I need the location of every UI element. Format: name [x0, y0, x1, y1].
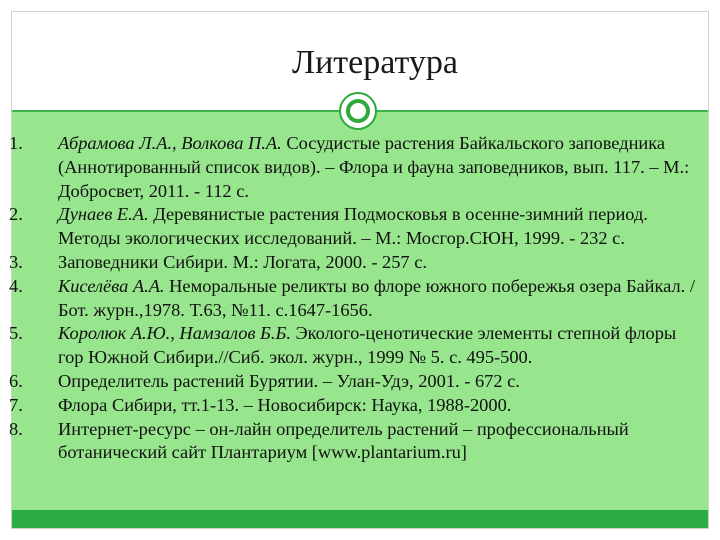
reference-text: Флора Сибири, тт.1-13. – Новосибирск: Наука, 1988-2000.: [58, 394, 512, 415]
reference-list: [0, 132, 700, 465]
reference-number: 4.: [9, 275, 23, 296]
reference-number: 6.: [9, 370, 23, 391]
reference-authors: Абрамова Л.А., Волкова П.А.: [58, 133, 282, 153]
reference-number: 7.: [9, 394, 23, 415]
reference-number: 3.: [9, 251, 23, 272]
reference-number: 2.: [9, 204, 23, 225]
slide-title: Литература: [292, 44, 458, 81]
reference-text: Сосудистые растения Байкальского заповедника (Аннотированный список видов). – Флора и фауна заповедников, вып. 117. – М.: Добросвет, 2011. - 112 с.: [58, 133, 690, 201]
reference-item: [0, 275, 700, 323]
reference-item: [0, 370, 700, 394]
reference-text: Заповедники Сибири. М.: Логата, 2000. - 257 с.: [58, 251, 427, 272]
reference-item: [0, 203, 700, 251]
circle-emblem-icon: [339, 92, 377, 130]
bottom-bar: [12, 510, 708, 528]
reference-authors: Дунаев Е.А.: [58, 204, 149, 225]
reference-item: [0, 322, 700, 370]
reference-text: Эколого-ценотические элементы степной флоры гор Южной Сибири.//Сиб. экол. журн., 1999 № 5. с. 495-500.: [58, 323, 677, 368]
reference-item: [0, 132, 700, 203]
reference-item: [0, 418, 700, 466]
reference-item: [0, 251, 700, 275]
reference-text: Неморальные реликты во флоре южного побережья озера Байкал. /Бот. журн.,1978. Т.63, №11. с.1647-1656.: [58, 275, 695, 320]
reference-number: 5.: [9, 323, 23, 344]
reference-authors: Киселёва А.А.: [58, 275, 165, 296]
reference-item: [0, 394, 700, 418]
reference-text: Определитель растений Бурятии. – Улан-Удэ, 2001. - 672 с.: [58, 370, 520, 391]
reference-text: Деревянистые растения Подмосковья в осенне-зимний период. Методы экологических исследований. – М.: Мосгор.СЮН, 1999. - 232 с.: [58, 204, 648, 249]
reference-number: 1.: [9, 133, 23, 153]
reference-authors: Королюк А.Ю., Намзалов Б.Б.: [58, 323, 291, 344]
reference-number: 8.: [9, 418, 23, 439]
reference-text: Интернет-ресурс – он-лайн определитель растений – профессиональный ботанический сайт Плантариум [www.plantarium.ru]: [58, 418, 629, 463]
circle-emblem-inner: [346, 99, 370, 123]
